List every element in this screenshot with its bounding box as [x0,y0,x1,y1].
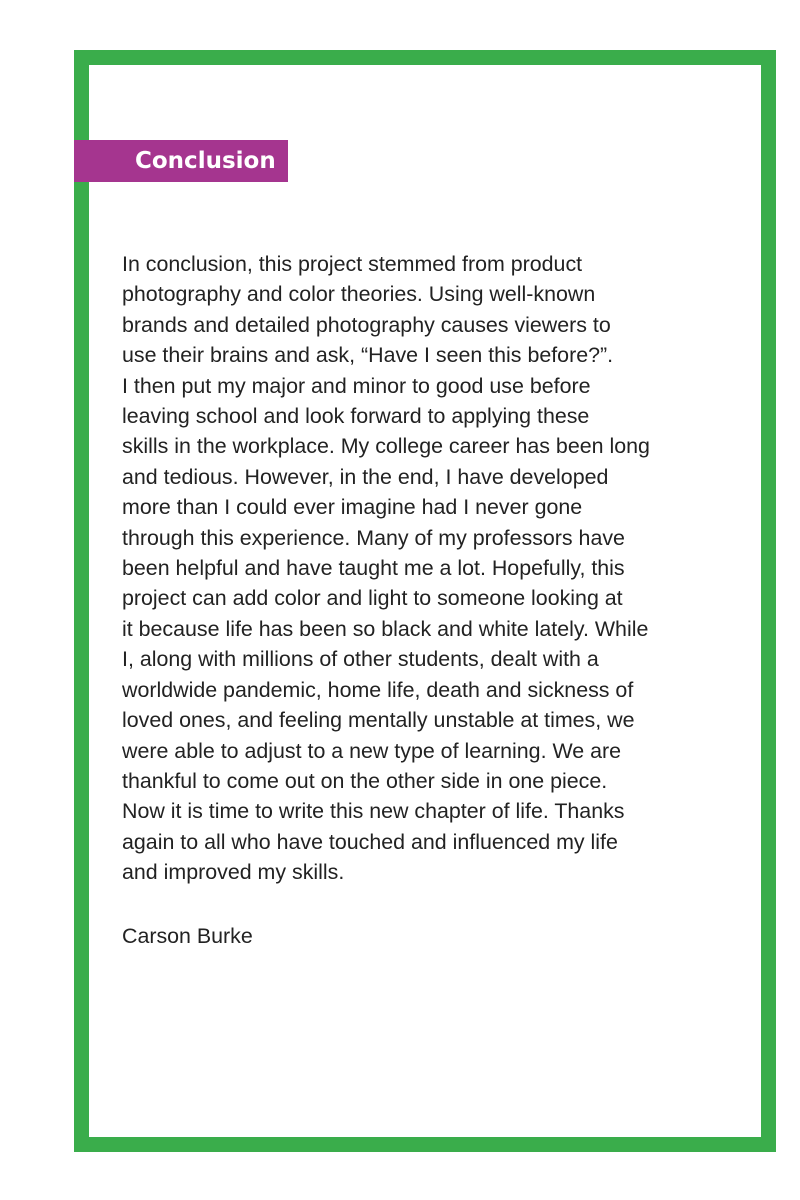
paragraph-line: brands and detailed photography causes viewers to [122,312,611,337]
paragraph-line: through this experience. Many of my professors have [122,525,625,550]
paragraph-line: loved ones, and feeling mentally unstable at times, we [122,708,635,733]
paragraph-line: skills in the workplace. My college career has been long [122,434,650,459]
paragraph-line: In conclusion, this project stemmed from product [122,252,583,276]
paragraph-line: and improved my skills. [122,860,345,885]
section-title: Conclusion [135,148,276,174]
paragraph-line: and tedious. However, in the end, I have developed [122,464,609,489]
paragraph-line: photography and color theories. Using well-known [122,282,596,307]
paragraph-line: I then put my major and minor to good use before [122,373,591,398]
section-title-banner [74,140,288,182]
paragraph-line: again to all who have touched and influenced my life [122,829,618,854]
paragraph-line: I, along with millions of other students, dealt with a [122,647,599,672]
paragraph-line: use their brains and ask, “Have I seen this before?”. [122,343,614,368]
paragraph-line: been helpful and have taught me a lot. Hopefully, this [122,556,625,581]
paragraph-line: worldwide pandemic, home life, death and sickness of [122,677,634,702]
paragraph-line: were able to adjust to a new type of learning. We are [122,738,622,763]
paragraph-line: project can add color and light to someone looking at [122,586,623,611]
paragraph-line: it because life has been so black and white lately. While [122,616,649,641]
paragraph-line: more than I could ever imagine had I never gone [122,495,583,520]
paragraph-line: Now it is time to write this new chapter of life. Thanks [122,799,625,824]
author-signature: Carson Burke [122,924,253,948]
paragraph-line: leaving school and look forward to applying these [122,404,590,429]
paragraph-line: thankful to come out on the other side in one piece. [122,768,608,793]
conclusion-paragraph [122,249,692,888]
